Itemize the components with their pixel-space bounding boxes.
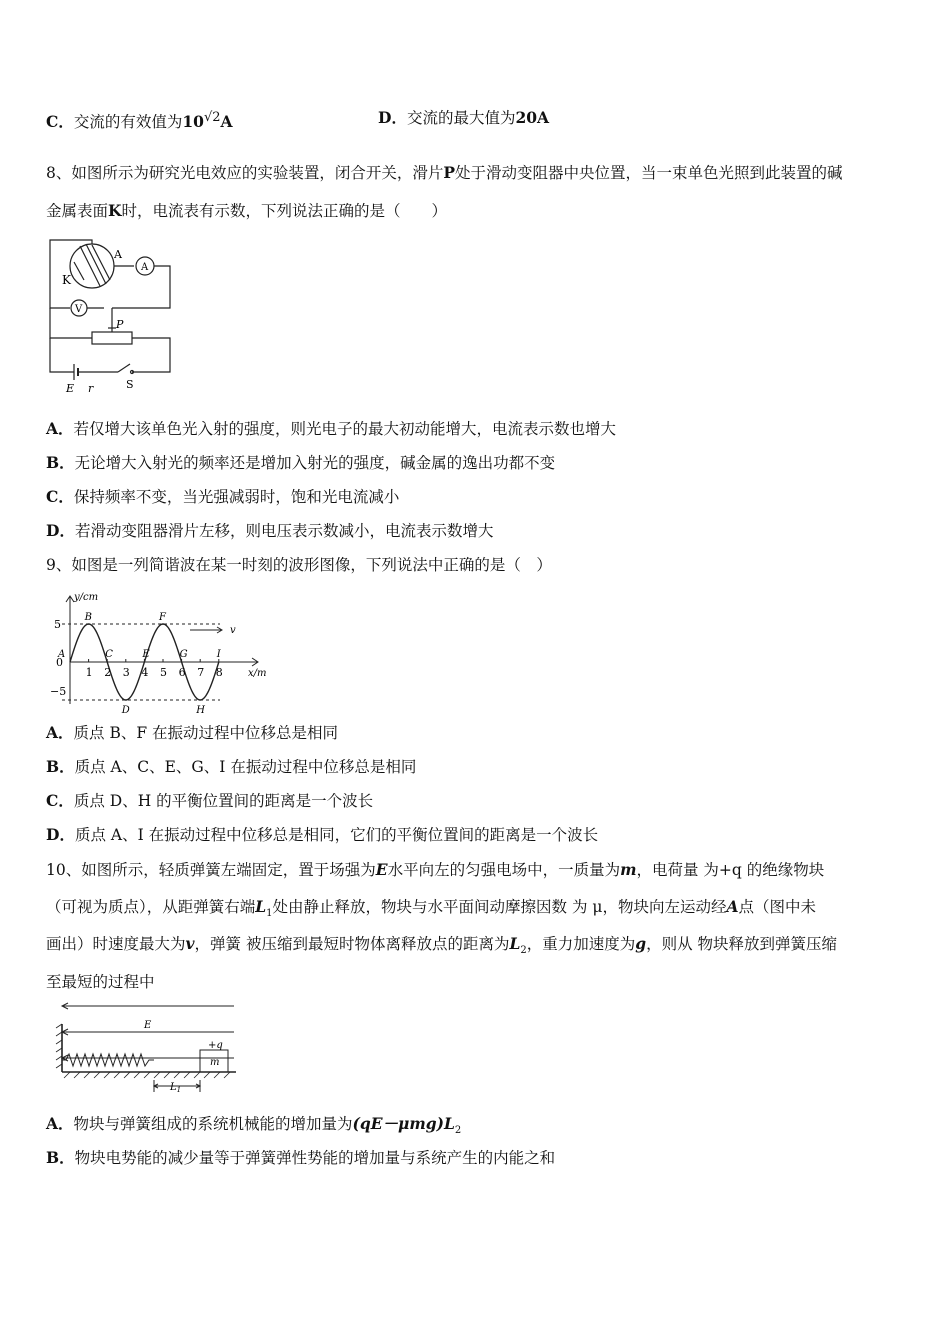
wave-graph-figure [50, 588, 282, 716]
label-e: E [66, 382, 75, 395]
q8-option-c [46, 487, 399, 507]
option-text: 质点 B、F 在振动过程中位移总是相同 [73, 724, 339, 742]
option-text: 保持频率不变，当光强减弱时，饱和光电流减小 [73, 488, 400, 506]
option-label: C． [46, 487, 74, 506]
label-k: K [62, 273, 71, 287]
question-number: 10、 [46, 861, 82, 879]
option-label: D． [46, 825, 75, 844]
x-tick-label: 4 [141, 666, 149, 679]
label-s: S [126, 378, 134, 391]
stem-text: 如图是一列简谐波在某一时刻的波形图像，下列说法中正确的是（ ） [71, 556, 552, 574]
option-label: A． [46, 723, 74, 742]
symbol: P [443, 163, 456, 182]
ammeter-symbol: A [141, 262, 149, 273]
point-label-d: D [121, 705, 130, 716]
spring-block-figure [54, 1002, 254, 1094]
q9-option-c [46, 791, 373, 811]
option-text: 物块与弹簧组成的系统机械能的增加量为 [73, 1115, 353, 1133]
q8-stem-line2 [46, 201, 447, 221]
stem-text: （可视为质点），从距弹簧右端 [46, 898, 256, 916]
symbol: E [375, 860, 388, 879]
stem-text: ，电荷量 为+q 的绝缘物块 [636, 861, 825, 879]
q10-stem-line2 [46, 897, 816, 924]
y-tick-0: 0 [56, 656, 63, 669]
stem-text: 画出）时速度最大为 [46, 935, 186, 953]
symbol: K [108, 201, 122, 220]
q9-option-b [46, 757, 416, 777]
question-number: 8、 [46, 164, 72, 182]
option-label: D． [46, 521, 75, 540]
label-e: E [144, 1020, 152, 1031]
q9-option-a [46, 723, 338, 743]
point-label-a: A [58, 649, 66, 660]
stem-text: ，重力加速度为 [526, 935, 636, 953]
symbol: m [620, 860, 637, 879]
option-text: 若滑动变阻器滑片左移，则电压表示数减小，电流表示数增大 [74, 522, 494, 540]
option-label: B． [46, 1148, 75, 1167]
q10-option-b [46, 1148, 555, 1168]
option-label: B． [46, 453, 75, 472]
q8-stem-line1 [46, 163, 843, 183]
label-a: A [114, 248, 122, 261]
option-label: B． [46, 757, 75, 776]
option-label: D． [378, 108, 407, 127]
x-tick-label: 8 [215, 666, 223, 679]
x-axis-label: x/m [248, 668, 267, 679]
symbol: v [185, 934, 195, 953]
x-tick-label: 3 [122, 666, 130, 679]
stem-text: 金属表面 [46, 202, 109, 220]
velocity-label: v [230, 625, 236, 636]
subscript: 2 [520, 945, 527, 957]
stem-text: ，弹簧 被压缩到最短时物体离释放点的距离为 [194, 935, 510, 953]
sqrt: √2 [203, 110, 221, 125]
label-m: m [210, 1057, 220, 1068]
x-tick-label: 1 [85, 666, 93, 679]
label-p: P [116, 318, 124, 331]
photoelectric-circuit-figure [44, 236, 184, 396]
q9-option-d [46, 825, 598, 845]
symbol: L [509, 934, 521, 953]
symbol: g [635, 934, 647, 953]
option-text: 质点 A、C、E、G、I 在振动过程中位移总是相同 [74, 758, 417, 776]
label-q: +q [208, 1040, 223, 1051]
stem-text: 处于滑动变阻器中央位置，当一束单色光照到此装置的碱 [455, 164, 843, 182]
voltmeter-symbol: V [75, 304, 83, 315]
q10-stem-line3 [46, 934, 837, 961]
point-label-g: G [179, 649, 188, 660]
stem-text: ，则从 物块释放到弹簧压缩 [646, 935, 838, 953]
point-label-f: F [159, 612, 166, 623]
formula: (qE－μmg)L [352, 1114, 455, 1133]
q10-stem-line4 [46, 972, 155, 992]
option-text: 物块电势能的减少量等于弹簧弹性势能的增加量与系统产生的内能之和 [74, 1149, 556, 1167]
option-text: 交流的有效值为 [73, 113, 183, 131]
point-label-c: C [105, 649, 113, 660]
option-label: A． [46, 1114, 74, 1133]
stem-text: 如图所示，轻质弹簧左端固定，置于场强为 [81, 861, 376, 879]
question-number: 9、 [46, 556, 72, 574]
option-label: A． [46, 419, 74, 438]
point-label-i: I [216, 649, 221, 660]
stem-text: 至最短的过程中 [46, 973, 155, 991]
q8-option-a [46, 419, 616, 439]
label-r: r [88, 382, 94, 395]
unit: A [220, 112, 233, 131]
point-label-h: H [196, 705, 205, 716]
y-tick-5: 5 [54, 618, 61, 631]
symbol: A [726, 897, 739, 916]
point-label-b: B [84, 612, 92, 623]
stem-text: 时，电流表有示数，下列说法正确的是（ ） [121, 202, 448, 220]
q10-stem-line1 [46, 860, 824, 880]
stem-text: 如图所示为研究光电效应的实验装置，闭合开关，滑片 [71, 164, 444, 182]
value: 10 [182, 112, 204, 131]
x-tick-label: 5 [160, 666, 167, 679]
option-label: C． [46, 791, 74, 810]
q9-stem [46, 555, 552, 575]
y-axis-label: y/cm [74, 592, 99, 603]
option-text: 若仅增大该单色光入射的强度，则光电子的最大初动能增大，电流表示数也增大 [73, 420, 617, 438]
subscript: 2 [454, 1125, 462, 1137]
label-l1: $L_1$ [170, 1082, 182, 1094]
y-tick-neg5: −5 [50, 685, 67, 698]
stem-text: 水平向左的匀强电场中，一质量为 [387, 861, 621, 879]
q7-option-c [46, 108, 233, 132]
spring [62, 1054, 154, 1066]
q10-option-a [46, 1114, 461, 1141]
stem-text: 处由静止释放，物块与水平面间动摩擦因数 为 μ，物块向左运动经 [272, 898, 727, 916]
q8-option-d [46, 521, 493, 541]
option-label: C． [46, 112, 74, 131]
symbol: L [255, 897, 267, 916]
rheostat [92, 332, 132, 344]
point-label-e: E [142, 649, 150, 660]
stem-text: 点（图中未 [738, 898, 817, 916]
x-tick-label: 2 [104, 666, 112, 679]
x-tick-label: 6 [178, 666, 186, 679]
option-text: 无论增大入射光的频率还是增加入射光的强度，碱金属的逸出功都不变 [74, 454, 556, 472]
q7-option-d [378, 108, 549, 128]
value: 20A [515, 108, 550, 127]
option-text: 质点 A、I 在振动过程中位移总是相同，它们的平衡位置间的距离是一个波长 [74, 826, 599, 844]
subscript: 1 [266, 908, 273, 920]
q8-option-b [46, 453, 555, 473]
option-text: 交流的最大值为 [406, 109, 516, 127]
x-tick-label: 7 [197, 666, 205, 679]
option-text: 质点 D、H 的平衡位置间的距离是一个波长 [73, 792, 374, 810]
